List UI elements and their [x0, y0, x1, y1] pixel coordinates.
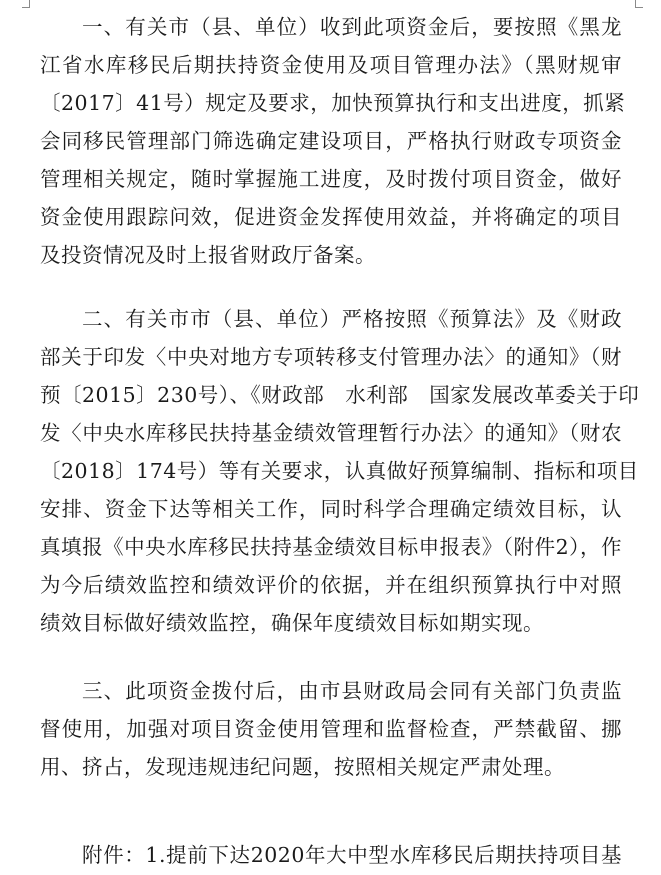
paragraph-line: 为今后绩效监控和绩效评价的依据，并在组织预算执行中对照 [40, 573, 622, 597]
paragraph-line: 及投资情况及时上报省财政厅备案。 [40, 243, 376, 267]
paragraph-line: 真填报《中央水库移民扶持基金绩效目标申报表》（附件2），作 [40, 535, 622, 559]
paragraph-line: 管理相关规定，随时掌握施工进度，及时拨付项目资金，做好 [40, 167, 622, 191]
paragraph-line: 会同移民管理部门筛选确定建设项目，严格执行财政专项资金 [40, 129, 622, 153]
paragraph-line: 部关于印发〈中央对地方专项转移支付管理办法〉的通知》（财 [40, 345, 622, 369]
paragraph-line: 绩效目标做好绩效监控，确保年度绩效目标如期实现。 [40, 611, 544, 635]
paragraph-line: 江省水库移民后期扶持资金使用及项目管理办法》（黑财规审 [40, 53, 622, 77]
paragraph-line: 督使用，加强对项目资金使用管理和监督检查，严禁截留、挪 [40, 717, 622, 741]
paragraph-line: 发〈中央水库移民扶持基金绩效管理暂行办法〉的通知》（财农 [40, 421, 622, 445]
paragraph-line: 预〔2015〕230号）、《财政部 水利部 国家发展改革委关于印 [40, 383, 640, 407]
paragraph-line: 用、挤占，发现违规违纪问题，按照相关规定严肃处理。 [40, 755, 565, 779]
attachment-line: 附件：1.提前下达2020年大中型水库移民后期扶持项目基 [82, 843, 622, 867]
paragraph-line: 资金使用跟踪问效，促进资金发挥使用效益，并将确定的项目 [40, 205, 622, 229]
page-corner-mark-right [635, 0, 643, 8]
paragraph-line: 三、此项资金拨付后，由市县财政局会同有关部门负责监 [82, 679, 622, 703]
paragraph-line: 安排、资金下达等相关工作，同时科学合理确定绩效目标，认 [40, 497, 622, 521]
paragraph-line: 〔2017〕41号）规定及要求，加快预算执行和支出进度，抓紧 [40, 91, 626, 115]
paragraph-line: 二、有关市市（县、单位）严格按照《预算法》及《财政 [82, 307, 622, 331]
page-corner-mark-left [22, 0, 30, 8]
paragraph-line: 〔2018〕174号）等有关要求，认真做好预算编制、指标和项目 [40, 459, 639, 483]
paragraph-line: 一、有关市（县、单位）收到此项资金后，要按照《黑龙 [82, 15, 622, 39]
